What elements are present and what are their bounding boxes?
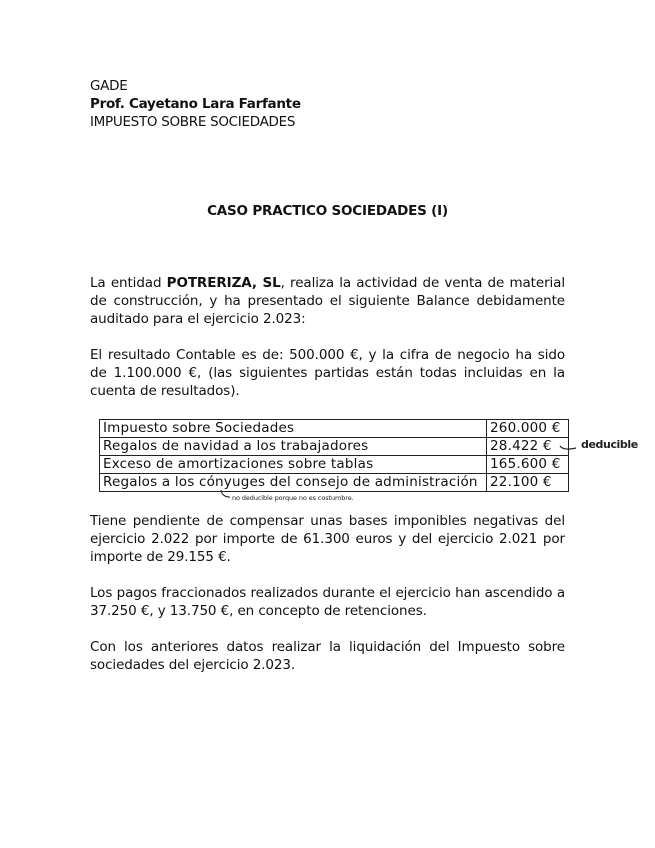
table-row — [100, 438, 569, 456]
table-cell-amount: 28.422 € — [487, 438, 569, 456]
table-row — [100, 474, 569, 492]
table-cell-amount: 165.600 € — [487, 456, 569, 474]
table-cell-concept: Exceso de amortizaciones sobre tablas — [100, 456, 487, 474]
handwritten-note-deducible: deducible — [581, 438, 638, 451]
handwritten-note-no-deducible: no deducible porque no es costumbre. — [232, 494, 354, 502]
table-cell-concept: Regalos de navidad a los trabajadores — [100, 438, 487, 456]
table-cell-concept: Regalos a los cónyuges del consejo de administración — [100, 474, 487, 492]
header-professor: Prof. Cayetano Lara Farfante — [90, 96, 301, 112]
table-row — [100, 420, 569, 438]
paragraph-result: El resultado Contable es de: 500.000 €, y la cifra de negocio ha sido de 1.100.000 €, (las siguientes partidas están todas incluidas en la cuenta de resultados). — [90, 347, 565, 399]
paragraph-tax-bases: Tiene pendiente de compensar unas bases imponibles negativas del ejercicio 2.022 por importe de 61.300 euros y del ejercicio 2.021 por importe de 29.155 €. — [90, 513, 565, 565]
paragraph-task: Con los anteriores datos realizar la liquidación del Impuesto sobre sociedades del ejercicio 2.023. — [90, 639, 565, 673]
table-row — [100, 456, 569, 474]
paragraph-payments: Los pagos fraccionados realizados durante el ejercicio han ascendido a 37.250 €, y 13.750 €, en concepto de retenciones. — [90, 585, 565, 619]
table-cell-concept: Impuesto sobre Sociedades — [100, 420, 487, 438]
intro-post: , realiza la actividad de venta de material de construcción, y ha presentado el siguiente Balance debidamente auditado para el ejercicio 2.023: — [90, 275, 565, 327]
page-title: CASO PRACTICO SOCIEDADES (I) — [207, 203, 448, 219]
entity-name: POTRERIZA, SL — [166, 275, 281, 291]
header-course: GADE — [90, 78, 128, 94]
table-cell-amount: 260.000 € — [487, 420, 569, 438]
intro-pre: La entidad — [90, 275, 167, 291]
document-header — [90, 77, 301, 131]
items-table — [99, 419, 569, 492]
header-subject: IMPUESTO SOBRE SOCIEDADES — [90, 114, 296, 130]
paragraph-intro — [90, 274, 565, 328]
table-cell-amount: 22.100 € — [487, 474, 569, 492]
